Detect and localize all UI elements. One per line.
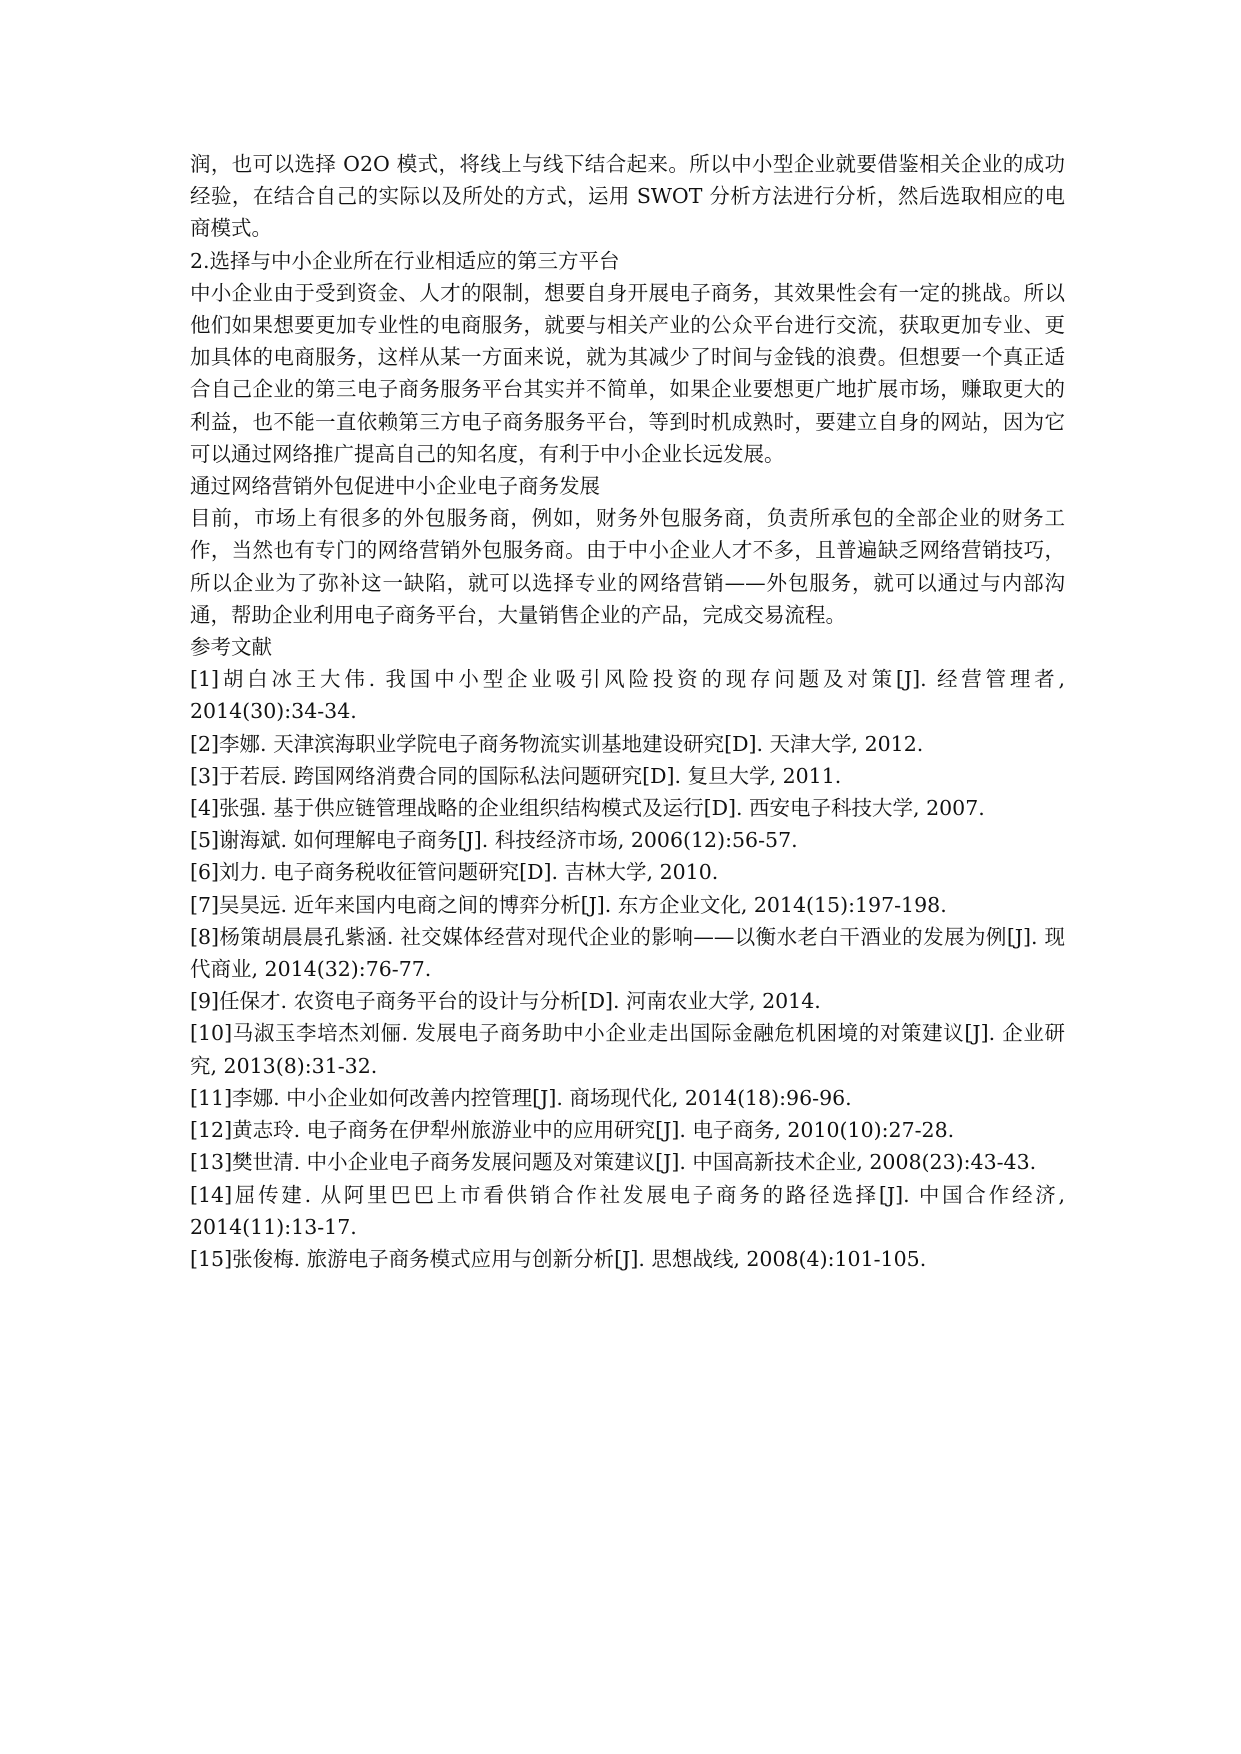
reference-item: [13]樊世清. 中小企业电子商务发展问题及对策建议[J]. 中国高新技术企业, 2008(23):43-43. [190, 1150, 1037, 1175]
body-paragraph: 润，也可以选择 O2O 模式，将线上与线下结合起来。所以中小型企业就要借鉴相关企业的成功经验，在结合自己的实际以及所处的方式，运用 SWOT 分析方法进行分析，然后选取相应的电商模式。 [190, 152, 1065, 241]
reference-item: [8]杨策胡晨晨孔紫涵. 社交媒体经营对现代企业的影响——以衡水老白干酒业的发展为例[J]. 现代商业, 2014(32):76-77. [190, 924, 1065, 982]
reference-item: [6]刘力. 电子商务税收征管问题研究[D]. 吉林大学, 2010. [190, 860, 719, 885]
reference-item: [4]张强. 基于供应链管理战略的企业组织结构模式及运行[D]. 西安电子科技大学, 2007. [190, 796, 985, 821]
references-list [190, 663, 1065, 1275]
reference-item: [7]吴昊远. 近年来国内电商之间的博弈分析[J]. 东方企业文化, 2014(15):197-198. [190, 892, 947, 917]
reference-item: [12]黄志玲. 电子商务在伊犁州旅游业中的应用研究[J]. 电子商务, 2010(10):27-28. [190, 1118, 955, 1143]
body-paragraph: 中小企业由于受到资金、人才的限制，想要自身开展电子商务，其效果性会有一定的挑战。所以他们如果想要更加专业性的电商服务，就要与相关产业的公众平台进行交流，获取更加专业、更加具体的电商服务，这样从某一方面来说，就为其减少了时间与金钱的浪费。但想要一个真正适合自己企业的第三电子商务服务平台其实并不简单，如果企业要想更广地扩展市场，赚取更大的利益，也不能一直依赖第三方电子商务服务平台，等到时机成熟时，要建立自身的网站，因为它可以通过网络推广提高自己的知名度，有利于中小企业长远发展。 [190, 280, 1065, 466]
references-heading: 参考文献 [190, 635, 272, 660]
reference-item: [14]屈传建. 从阿里巴巴上市看供销合作社发展电子商务的路径选择[J]. 中国合作经济, 2014(11):13-17. [190, 1182, 1065, 1239]
reference-item: [5]谢海斌. 如何理解电子商务[J]. 科技经济市场, 2006(12):56-57. [190, 828, 798, 853]
reference-item: [15]张俊梅. 旅游电子商务模式应用与创新分析[J]. 思想战线, 2008(4):101-105. [190, 1246, 927, 1271]
reference-item: [9]任保才. 农资电子商务平台的设计与分析[D]. 河南农业大学, 2014. [190, 989, 821, 1014]
reference-item: [11]李娜. 中小企业如何改善内控管理[J]. 商场现代化, 2014(18):96-96. [190, 1085, 852, 1110]
document-body [190, 148, 1065, 1275]
reference-item: [10]马淑玉李培杰刘俪. 发展电子商务助中小企业走出国际金融危机困境的对策建议[J]. 企业研究, 2013(8):31-32. [190, 1021, 1065, 1078]
section-heading: 通过网络营销外包促进中小企业电子商务发展 [190, 474, 600, 499]
body-paragraph: 目前，市场上有很多的外包服务商，例如，财务外包服务商，负责所承包的全部企业的财务工作，当然也有专门的网络营销外包服务商。由于中小企业人才不多，且普遍缺乏网络营销技巧，所以企业为了弥补这一缺陷，就可以选择专业的网络营销——外包服务，就可以通过与内部沟通，帮助企业利用电子商务平台，大量销售企业的产品，完成交易流程。 [190, 506, 1065, 627]
reference-item: [3]于若辰. 跨国网络消费合同的国际私法问题研究[D]. 复旦大学, 2011. [190, 763, 842, 788]
reference-item: [1]胡白冰王大伟. 我国中小型企业吸引风险投资的现存问题及对策[J]. 经营管理者, 2014(30):34-34. [190, 667, 1065, 724]
section-heading: 2.选择与中小企业所在行业相适应的第三方平台 [190, 248, 620, 273]
reference-item: [2]李娜. 天津滨海职业学院电子商务物流实训基地建设研究[D]. 天津大学, 2012. [190, 731, 924, 756]
